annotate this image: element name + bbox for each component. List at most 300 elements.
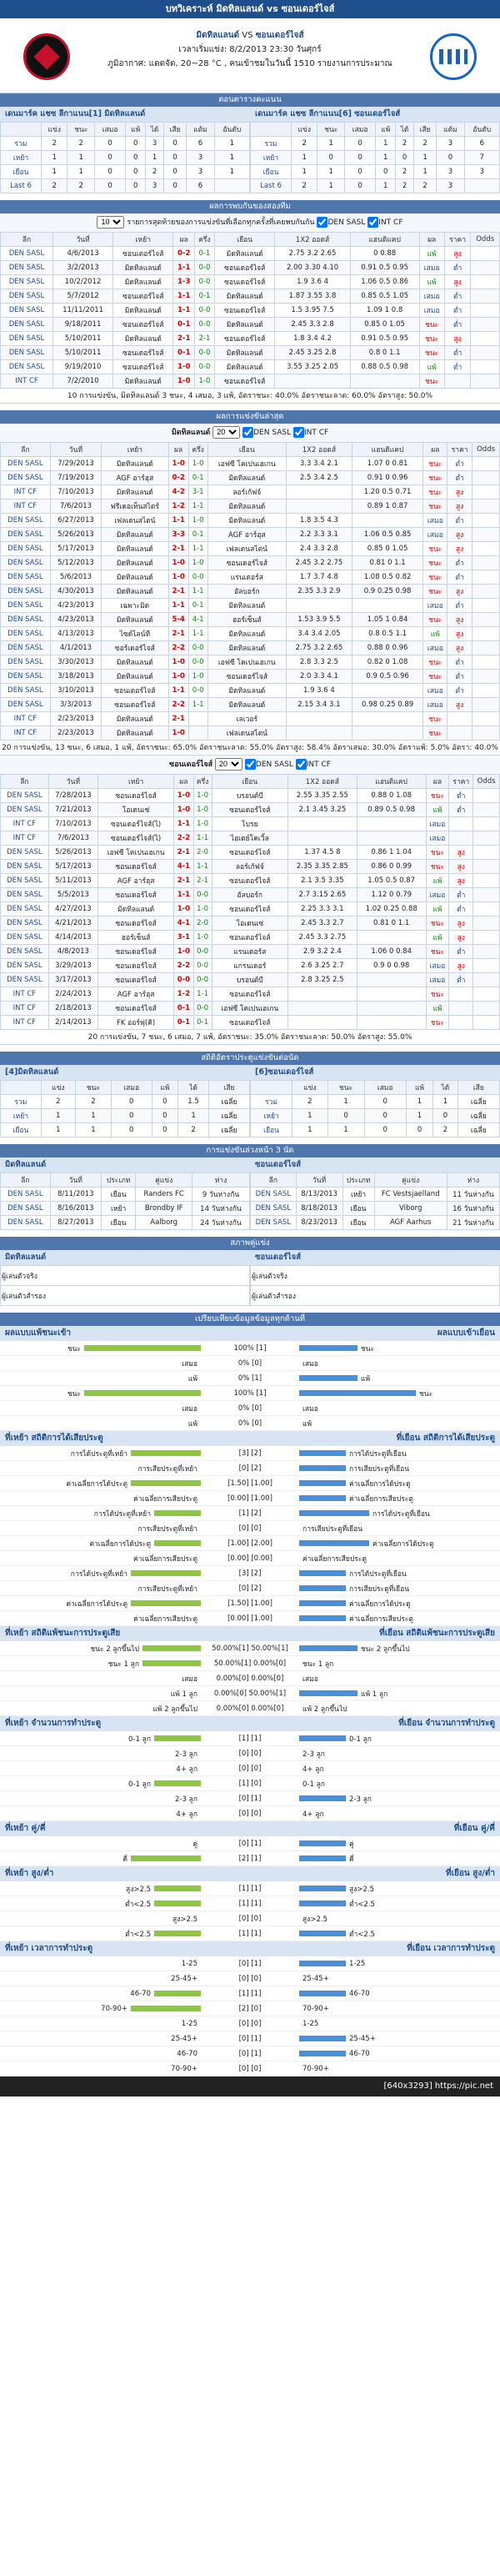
recent-home-home-team[interactable]: มิดทิลแลนด์ — [102, 655, 168, 670]
recent-away-league[interactable]: DEN SASL — [1, 789, 49, 803]
recent-away-score[interactable]: 1-0 — [174, 789, 193, 803]
recent-home-score[interactable]: 1-1 — [168, 684, 188, 698]
recent-home-score[interactable]: 1-0 — [168, 655, 188, 670]
recent-away-home-team[interactable]: ซอนเดอร์ไจส์(ไ) — [98, 831, 173, 846]
recent-away-away-team[interactable]: ซอนเดอร์ไจส์ — [212, 846, 288, 860]
h2h-home-team[interactable]: ซอนเดอร์ไจส์ — [113, 318, 173, 332]
recent-away-away-team[interactable]: อัลบอร์ก — [212, 888, 288, 902]
recent-home-score[interactable]: 2-1 — [168, 542, 188, 556]
recent-home-home-team[interactable]: ซอร์เดอร์ไจส์ — [102, 641, 168, 655]
recent-away-home-team[interactable]: ซอนเดอร์ไจส์ — [98, 1002, 173, 1016]
recent-away-odds-link[interactable] — [473, 1002, 500, 1016]
home-team-name[interactable]: มิดทิลแลนด์ — [196, 31, 240, 40]
recent-away-away-team[interactable]: ไฮเดย์โคเวิ้ล — [212, 831, 288, 846]
standing-home-cell[interactable]: รวม — [1, 137, 42, 151]
recent-away-odds-link[interactable] — [473, 959, 500, 973]
recent-home-score[interactable]: 1-0 — [168, 457, 188, 471]
recent-home-controls — [0, 424, 500, 442]
h2h-score[interactable]: 0-1 — [173, 318, 194, 332]
h2h-away-team[interactable]: ซอนเดอร์ไจส์ — [215, 275, 275, 289]
recent-away-home-team[interactable]: AGF อาร์ฮุส — [98, 987, 173, 1002]
h2h-home-team[interactable]: มิดทิลแลนด์ — [113, 261, 173, 275]
recent-away-away-team[interactable]: แรนเดอร์ส — [212, 945, 288, 959]
recent-away-home-team[interactable]: ซอนเดอร์ไจส์ — [98, 860, 173, 874]
recent-away-away-team[interactable]: ซอนเดอร์ไจส์ — [212, 874, 288, 888]
standing-away-cell[interactable]: เยือน — [251, 165, 292, 179]
recent-away-int-checkbox[interactable] — [296, 759, 307, 770]
recent-away-away-team[interactable]: บรอนด์บี — [212, 973, 288, 987]
recent-home-odds-link[interactable] — [472, 684, 500, 698]
recent-home-score[interactable]: 2-1 — [168, 712, 188, 726]
upcoming-home-table — [0, 1173, 250, 1230]
recent-away-league[interactable]: INT CF — [1, 1016, 49, 1030]
h2h-score[interactable]: 0-1 — [173, 346, 194, 360]
recent-home-league[interactable]: DEN SASL — [1, 627, 51, 641]
recent-away-odds-link[interactable] — [473, 860, 500, 874]
standing-home-title[interactable]: เดนมาร์ค แชซ ลีกาแนน[1] มิดทิลแลนด์ — [0, 107, 250, 122]
recent-home-away-team[interactable]: เอฟซี โคเปนเฮเกน — [208, 655, 286, 670]
recent-home-score[interactable]: 3-3 — [168, 528, 188, 542]
stats-home-cell[interactable]: เหย้า — [1, 1109, 42, 1123]
recent-home-handicap: 0.9 0.25 0.98 — [352, 585, 423, 599]
compare-left-label: คี่ — [122, 1855, 128, 1864]
h2h-score[interactable]: 1-1 — [173, 261, 194, 275]
h2h-league[interactable]: DEN SASL — [1, 304, 53, 318]
standing-home-row — [1, 151, 250, 165]
standing-away-cell[interactable]: Last 6 — [251, 179, 292, 193]
recent-home-league[interactable]: DEN SASL — [1, 599, 51, 613]
upcoming-away-cell[interactable]: DEN SASL — [251, 1188, 297, 1202]
compare-right-bar — [299, 1645, 358, 1651]
h2h-home-team[interactable]: มิดทิลแลนด์ — [113, 275, 173, 289]
standing-home-cell[interactable]: เหย้า — [1, 151, 42, 165]
away-team-name[interactable]: ซอนเดอร์ไจส์ — [255, 31, 304, 40]
stats-home-cell: 0 — [152, 1095, 178, 1109]
recent-home-league[interactable]: DEN SASL — [1, 655, 51, 670]
recent-home-league[interactable]: DEN SASL — [1, 570, 51, 585]
h2h-odds-link[interactable] — [471, 346, 500, 360]
recent-away-home-team[interactable]: เอฟซี โคเปนเฮเกน — [98, 846, 173, 860]
recent-away-home-team[interactable]: ซอนเดอร์ไจส์ — [98, 789, 173, 803]
recent-home-home-team[interactable]: มิดทิลแลนด์ — [102, 585, 168, 599]
recent-home-count-select[interactable] — [212, 426, 240, 439]
filter-int-cf-checkbox[interactable] — [368, 217, 378, 228]
recent-home-odds-link[interactable] — [472, 528, 500, 542]
recent-away-halftime: 0-0 — [193, 1002, 212, 1016]
filter-den-sasl-checkbox[interactable] — [317, 217, 328, 228]
h2h-score[interactable]: 1-0 — [173, 360, 194, 374]
stats-away-cell[interactable]: รวม — [251, 1095, 292, 1109]
recent-home-score[interactable]: 1-1 — [168, 599, 188, 613]
recent-home-odds-link[interactable] — [472, 613, 500, 627]
recent-home-score[interactable]: 2-2 — [168, 641, 188, 655]
recent-home-home-team[interactable]: ซอนเดอร์ไจส์ — [102, 684, 168, 698]
h2h-away-team[interactable]: ซอนเดอร์ไจส์ — [215, 332, 275, 346]
recent-away-home-team[interactable]: ซอนเดอร์ไจส์ — [98, 973, 173, 987]
recent-away-away-team[interactable]: เอฟซี โคเปนเฮเกน — [212, 1002, 288, 1016]
h2h-home-team[interactable]: ซอนเดอร์ไจส์ — [113, 289, 173, 304]
h2h-score[interactable]: 1-1 — [173, 304, 194, 318]
h2h-league[interactable]: DEN SASL — [1, 346, 53, 360]
recent-home-away-team[interactable]: มิดทิลแลนด์ — [208, 684, 286, 698]
recent-away-home-team[interactable]: ซอนเดอร์ไจส์ — [98, 916, 173, 931]
recent-away-home-team[interactable]: มิดทิลแลนด์ — [98, 902, 173, 916]
recent-away-odds-link[interactable] — [473, 874, 500, 888]
recent-away-league[interactable]: DEN SASL — [1, 945, 49, 959]
recent-away-league[interactable]: INT CF — [1, 1002, 49, 1016]
standing-home-cell: 3 — [146, 179, 164, 193]
h2h-away-team[interactable]: ซอนเดอร์ไจส์ — [215, 374, 275, 389]
upcoming-home-cell[interactable]: DEN SASL — [1, 1188, 51, 1202]
upcoming-home-cell[interactable]: DEN SASL — [1, 1202, 51, 1216]
recent-away-score[interactable]: 1-0 — [174, 945, 193, 959]
recent-home-odds-link[interactable] — [472, 599, 500, 613]
h2h-count-select[interactable] — [97, 216, 124, 228]
recent-home-score[interactable]: 2-1 — [168, 627, 188, 641]
recent-away-score[interactable]: 0-1 — [174, 1016, 193, 1030]
recent-home-score[interactable]: 4-2 — [168, 485, 188, 500]
recent-home-odds-link[interactable] — [472, 641, 500, 655]
recent-away-score[interactable]: 2-2 — [174, 959, 193, 973]
stats-home-cell[interactable]: เยือน — [1, 1123, 42, 1137]
stats-home-cell: 2 — [76, 1095, 112, 1109]
upcoming-away — [250, 1157, 500, 1230]
recent-away-score[interactable]: 2-2 — [174, 831, 193, 846]
recent-home-away-team[interactable]: มิดทิลแลนด์ — [208, 641, 286, 655]
recent-home-league[interactable]: INT CF — [1, 712, 51, 726]
stats-home-col-header: เสมอ — [111, 1081, 152, 1095]
recent-home-away-team[interactable]: ซอนเดอร์ไจส์ — [208, 670, 286, 684]
recent-away-away-team[interactable]: ลอร์เก้ฟจ์ — [212, 860, 288, 874]
recent-away-league[interactable]: DEN SASL — [1, 931, 49, 945]
compare-left-title: ที่เหย้า จำนวนการทำประตู — [5, 1719, 102, 1728]
h2h-score[interactable]: 1-3 — [173, 275, 194, 289]
h2h-odds-link[interactable] — [471, 332, 500, 346]
recent-away-score[interactable]: 2-1 — [174, 874, 193, 888]
recent-home-away-team[interactable]: ซอนเดอร์ไจส์ — [208, 556, 286, 570]
recent-away-home-team[interactable]: FK ออร์ฟุ(คิ) — [98, 1016, 173, 1030]
recent-away-odds-link[interactable] — [473, 973, 500, 987]
h2h-home-team[interactable]: ซอนเดอร์ไจส์ — [113, 346, 173, 360]
h2h-odds-1x2: 1.5 3.95 7.5 — [275, 304, 350, 318]
recent-away-league[interactable]: DEN SASL — [1, 959, 49, 973]
recent-home-odds-link[interactable] — [472, 627, 500, 641]
recent-away-away-team[interactable]: แกรนเดอร์ — [212, 959, 288, 973]
h2h-away-team[interactable]: มิดทิลแลนด์ — [215, 318, 275, 332]
recent-away-score[interactable]: 1-2 — [174, 987, 193, 1002]
recent-home-home-team[interactable]: ฟรีเคอเท็นสไตร์ — [102, 500, 168, 514]
h2h-score[interactable]: 2-1 — [173, 332, 194, 346]
recent-away-odds-link[interactable] — [473, 931, 500, 945]
compare-right-value: [0] — [251, 1809, 262, 1818]
recent-home-score[interactable]: 2-1 — [168, 585, 188, 599]
recent-home-odds-link[interactable] — [472, 712, 500, 726]
recent-home-score[interactable]: 0-2 — [168, 471, 188, 485]
recent-away-home-team[interactable]: AGF อาร์ฮุส — [98, 874, 173, 888]
h2h-league[interactable]: INT CF — [1, 374, 53, 389]
recent-home-away-team[interactable]: อัลบอร์ก — [208, 585, 286, 599]
recent-away-away-team[interactable]: ซอนเดอร์ไจส์ — [212, 803, 288, 817]
upcoming-home-cell: 14 วันห่างกัน — [192, 1202, 249, 1216]
standing-away-cell[interactable]: เหย้า — [251, 151, 292, 165]
recent-away-away-team[interactable]: บรอนด์บี — [212, 789, 288, 803]
compare-right — [296, 1583, 500, 1594]
h2h-away-team[interactable]: มิดทิลแลนด์ — [215, 289, 275, 304]
standing-away-title[interactable]: เดนมาร์ค แชซ ลีกาแนน[6] ซอนเดอร์ไจส์ — [250, 107, 500, 122]
recent-home-home-team[interactable]: AGF อาร์ฮุส — [102, 471, 168, 485]
recent-away-away-team[interactable]: โอเดนเซ่ — [212, 916, 288, 931]
recent-away-league[interactable]: DEN SASL — [1, 860, 49, 874]
recent-home-date: 5/26/2013 — [50, 528, 101, 542]
recent-away-league[interactable]: DEN SASL — [1, 874, 49, 888]
recent-home-league[interactable]: DEN SASL — [1, 471, 51, 485]
recent-away-odds-link[interactable] — [473, 817, 500, 831]
recent-away-score[interactable]: 0-0 — [174, 973, 193, 987]
recent-away-overunder — [449, 831, 473, 846]
compare-values — [204, 1389, 296, 1398]
recent-home-odds-link[interactable] — [472, 726, 500, 741]
h2h-odds-link[interactable] — [471, 275, 500, 289]
recent-home-odds-link[interactable] — [472, 585, 500, 599]
recent-away-odds-link[interactable] — [473, 916, 500, 931]
recent-home-odds-link[interactable] — [472, 514, 500, 528]
recent-away-odds-link[interactable] — [473, 846, 500, 860]
recent-home-league[interactable]: INT CF — [1, 726, 51, 741]
recent-home-league[interactable]: DEN SASL — [1, 556, 51, 570]
recent-away-row — [1, 931, 500, 945]
h2h-odds-link[interactable] — [471, 304, 500, 318]
recent-away-score[interactable]: 4-1 — [174, 916, 193, 931]
recent-home-odds-link[interactable] — [472, 500, 500, 514]
recent-away-league[interactable]: INT CF — [1, 817, 49, 831]
recent-home-odds-link[interactable] — [472, 698, 500, 712]
h2h-league[interactable]: DEN SASL — [1, 247, 53, 261]
recent-away-score[interactable]: 1-0 — [174, 902, 193, 916]
recent-home-away-team[interactable]: เอฟซี โคเปนเฮเกน — [208, 457, 286, 471]
recent-home-odds-link[interactable] — [472, 556, 500, 570]
recent-home-home-team[interactable]: เฉพาะมิด — [102, 599, 168, 613]
recent-home-league[interactable]: DEN SASL — [1, 670, 51, 684]
recent-away-score[interactable]: 1-1 — [174, 817, 193, 831]
recent-home-odds-link[interactable] — [472, 542, 500, 556]
h2h-home-team[interactable]: มิดทิลแลนด์ — [113, 374, 173, 389]
recent-away-home-team[interactable]: โอเดนเซ่ — [98, 803, 173, 817]
recent-home-den-checkbox[interactable] — [242, 427, 253, 438]
recent-home-halftime: 1-0 — [188, 457, 208, 471]
recent-home-odds-link[interactable] — [472, 485, 500, 500]
recent-home-league[interactable]: DEN SASL — [1, 684, 51, 698]
recent-away-home-team[interactable]: ฮอร์เซ็นส์ — [98, 931, 173, 945]
recent-home-home-team[interactable]: มิดทิลแลนด์ — [102, 712, 168, 726]
recent-away-den-checkbox[interactable] — [245, 759, 256, 770]
recent-away-odds-1x2: 2.25 3.3 3.1 — [288, 902, 357, 916]
recent-home-int-checkbox[interactable] — [293, 427, 304, 438]
h2h-league[interactable]: DEN SASL — [1, 275, 53, 289]
recent-away-league[interactable]: DEN SASL — [1, 916, 49, 931]
recent-home-league[interactable]: DEN SASL — [1, 514, 51, 528]
standing-away-cell[interactable]: รวม — [251, 137, 292, 151]
recent-home-away-team[interactable]: มิดทิลแลนด์ — [208, 698, 286, 712]
recent-away-league[interactable]: DEN SASL — [1, 973, 49, 987]
recent-home-odds-link[interactable] — [472, 655, 500, 670]
standing-away-cell: 2 — [413, 179, 436, 193]
recent-home-score[interactable]: 2-2 — [168, 698, 188, 712]
standing-home-cell[interactable]: เยือน — [1, 165, 42, 179]
stats-away-cell[interactable]: เยือน — [251, 1123, 292, 1137]
recent-away-home-team[interactable]: ซอนเดอร์ไจส์ — [98, 959, 173, 973]
recent-home-home-team[interactable]: มิดทิลแลนด์ — [102, 556, 168, 570]
recent-away-score[interactable]: 1-1 — [174, 888, 193, 902]
recent-away-home-team[interactable]: ซอนเดอร์ไจส์ — [98, 888, 173, 902]
h2h-league[interactable]: DEN SASL — [1, 289, 53, 304]
recent-away-odds-link[interactable] — [473, 888, 500, 902]
recent-home-home-team[interactable]: มิดทิลแลนด์ — [102, 613, 168, 627]
recent-home-home-team[interactable]: มิดทิลแลนด์ — [102, 457, 168, 471]
recent-home-league[interactable]: INT CF — [1, 485, 51, 500]
recent-away-league[interactable]: DEN SASL — [1, 846, 49, 860]
recent-away-league[interactable]: DEN SASL — [1, 902, 49, 916]
recent-away-score[interactable]: 2-1 — [174, 846, 193, 860]
recent-home-score[interactable]: 1-0 — [168, 670, 188, 684]
recent-home-league[interactable]: DEN SASL — [1, 528, 51, 542]
recent-home-odds-link[interactable] — [472, 670, 500, 684]
recent-home-home-team[interactable]: เฟลเดนสไตน์ — [102, 514, 168, 528]
recent-home-league[interactable]: DEN SASL — [1, 585, 51, 599]
stats-home-cell[interactable]: รวม — [1, 1095, 42, 1109]
recent-home-away-team[interactable]: แรนเดอร์ส — [208, 570, 286, 585]
recent-home-away-team[interactable]: ฮอร์เซ็นส์ — [208, 613, 286, 627]
h2h-odds-link[interactable] — [471, 247, 500, 261]
h2h-away-team[interactable]: มิดทิลแลนด์ — [215, 360, 275, 374]
h2h-score[interactable]: 0-2 — [173, 247, 194, 261]
recent-away-odds-link[interactable] — [473, 789, 500, 803]
recent-home-home-team[interactable]: มิดทิลแลนด์ — [102, 670, 168, 684]
recent-away-odds-link[interactable] — [473, 945, 500, 959]
recent-home-handicap — [352, 684, 423, 698]
recent-home-home-team[interactable]: มิดทิลแลนด์ — [102, 485, 168, 500]
h2h-score[interactable]: 1-1 — [173, 289, 194, 304]
recent-away-score[interactable]: 3-1 — [174, 931, 193, 945]
recent-away-row — [1, 945, 500, 959]
compare-right-value: [1] — [251, 1989, 262, 1998]
recent-home-league[interactable]: DEN SASL — [1, 698, 51, 712]
recent-home-odds-link[interactable] — [472, 471, 500, 485]
recent-away-league[interactable]: DEN SASL — [1, 803, 49, 817]
h2h-home-team[interactable]: มิดทิลแลนด์ — [113, 304, 173, 318]
standing-home-cell[interactable]: Last 6 — [1, 179, 42, 193]
recent-home-away-team[interactable]: มิดทิลแลนด์ — [208, 514, 286, 528]
recent-away-odds-link[interactable] — [473, 803, 500, 817]
compare-left-value: 0% — [238, 1358, 252, 1368]
recent-home-away-team[interactable]: AGF อาร์ฮุส — [208, 528, 286, 542]
recent-home-score[interactable]: 1-0 — [168, 556, 188, 570]
recent-away-away-team[interactable]: ซอนเดอร์ไจส์ — [212, 1016, 288, 1030]
recent-home-league[interactable]: DEN SASL — [1, 641, 51, 655]
h2h-odds-link[interactable] — [471, 374, 500, 389]
recent-away-odds-link[interactable] — [473, 831, 500, 846]
recent-away-away-team[interactable]: ซอนเดอร์ไจส์ — [212, 902, 288, 916]
h2h-odds-link[interactable] — [471, 360, 500, 374]
recent-away-league[interactable]: INT CF — [1, 831, 49, 846]
recent-home-league[interactable]: DEN SASL — [1, 542, 51, 556]
recent-away-league[interactable]: DEN SASL — [1, 888, 49, 902]
upcoming-away-cell[interactable]: DEN SASL — [251, 1202, 297, 1216]
match-header — [0, 18, 500, 93]
h2h-league[interactable]: DEN SASL — [1, 261, 53, 275]
h2h-away-team[interactable]: ซอนเดอร์ไจส์ — [215, 261, 275, 275]
recent-home-league[interactable]: DEN SASL — [1, 613, 51, 627]
recent-away-odds-link[interactable] — [473, 1016, 500, 1030]
recent-away-away-team[interactable]: โบรย — [212, 817, 288, 831]
recent-away-league[interactable]: INT CF — [1, 987, 49, 1002]
recent-home-away-team[interactable]: ลอร์เก้ฟจ์ — [208, 485, 286, 500]
recent-home-away-team[interactable]: มิดทิลแลนด์ — [208, 599, 286, 613]
recent-away-home-team[interactable]: ซอนเดอร์ไจส์ — [98, 945, 173, 959]
recent-home-home-team[interactable]: ไซด์ไลน์ที — [102, 627, 168, 641]
recent-away-odds-link[interactable] — [473, 902, 500, 916]
recent-home-score[interactable]: 1-0 — [168, 726, 188, 741]
h2h-away-team[interactable]: มิดทิลแลนด์ — [215, 346, 275, 360]
recent-away-score[interactable]: 1-0 — [174, 803, 193, 817]
stats-away-cell[interactable]: เหย้า — [251, 1109, 292, 1123]
h2h-odds-link[interactable] — [471, 318, 500, 332]
recent-home-odds-link[interactable] — [472, 457, 500, 471]
h2h-league[interactable]: DEN SASL — [1, 318, 53, 332]
recent-home-home-team[interactable]: มิดทิลแลนด์ — [102, 726, 168, 741]
h2h-league[interactable]: DEN SASL — [1, 360, 53, 374]
recent-away-score[interactable]: 4-1 — [174, 860, 193, 874]
upcoming-away-cell[interactable]: DEN SASL — [251, 1216, 297, 1230]
recent-away-away-team[interactable]: ซอนเดอร์ไจส์ — [212, 987, 288, 1002]
recent-away-count-select[interactable] — [215, 758, 242, 771]
recent-away-home-team[interactable]: ซอนเดอร์ไจส์(ไ) — [98, 817, 173, 831]
recent-home-league[interactable]: DEN SASL — [1, 457, 51, 471]
recent-home-away-team[interactable]: เฟลเดนสไตน์ — [208, 542, 286, 556]
recent-home-away-team[interactable]: มิดทิลแลนด์ — [208, 471, 286, 485]
upcoming-home-cell[interactable]: DEN SASL — [1, 1216, 51, 1230]
compare-right-value: [0] — [251, 2019, 262, 2028]
recent-away-away-team[interactable]: ซอนเดอร์ไจส์ — [212, 931, 288, 945]
h2h-score[interactable]: 1-0 — [173, 374, 194, 389]
recent-home-score[interactable]: 1-1 — [168, 514, 188, 528]
h2h-odds-link[interactable] — [471, 289, 500, 304]
recent-home-away-team[interactable]: เลเวอร์ — [208, 712, 286, 726]
h2h-home-team[interactable]: มิดทิลแลนด์ — [113, 332, 173, 346]
h2h-odds-link[interactable] — [471, 261, 500, 275]
recent-home-home-team[interactable]: มิดทิลแลนด์ — [102, 570, 168, 585]
recent-home-home-team[interactable]: มิดทิลแลนด์ — [102, 542, 168, 556]
recent-home-score[interactable]: 1-2 — [168, 500, 188, 514]
h2h-away-team[interactable]: มิดทิลแลนด์ — [215, 247, 275, 261]
recent-home-away-team[interactable]: มิดทิลแลนด์ — [208, 627, 286, 641]
recent-home-home-team[interactable]: ซอนเดอร์ไจส์ — [102, 698, 168, 712]
recent-home-odds-link[interactable] — [472, 570, 500, 585]
h2h-home-team[interactable]: ซอนเดอร์ไจส์ — [113, 247, 173, 261]
compare-right-value: [1.00] — [251, 1494, 272, 1503]
h2h-home-team[interactable]: ซอนเดอร์ไจส์ — [113, 360, 173, 374]
recent-home-score[interactable]: 1-0 — [168, 570, 188, 585]
recent-home-league[interactable]: INT CF — [1, 500, 51, 514]
recent-home-score[interactable]: 5-4 — [168, 613, 188, 627]
h2h-league[interactable]: DEN SASL — [1, 332, 53, 346]
h2h-away-team[interactable]: ซอนเดอร์ไจส์ — [215, 304, 275, 318]
recent-away-odds-link[interactable] — [473, 987, 500, 1002]
recent-away-score[interactable]: 0-1 — [174, 1002, 193, 1016]
recent-home-home-team[interactable]: มิดทิลแลนด์ — [102, 528, 168, 542]
recent-home-away-team[interactable]: เฟลเดนสไตน์ — [208, 726, 286, 741]
recent-home-away-team[interactable]: มิดทิลแลนด์ — [208, 500, 286, 514]
compare-left — [0, 1508, 204, 1519]
